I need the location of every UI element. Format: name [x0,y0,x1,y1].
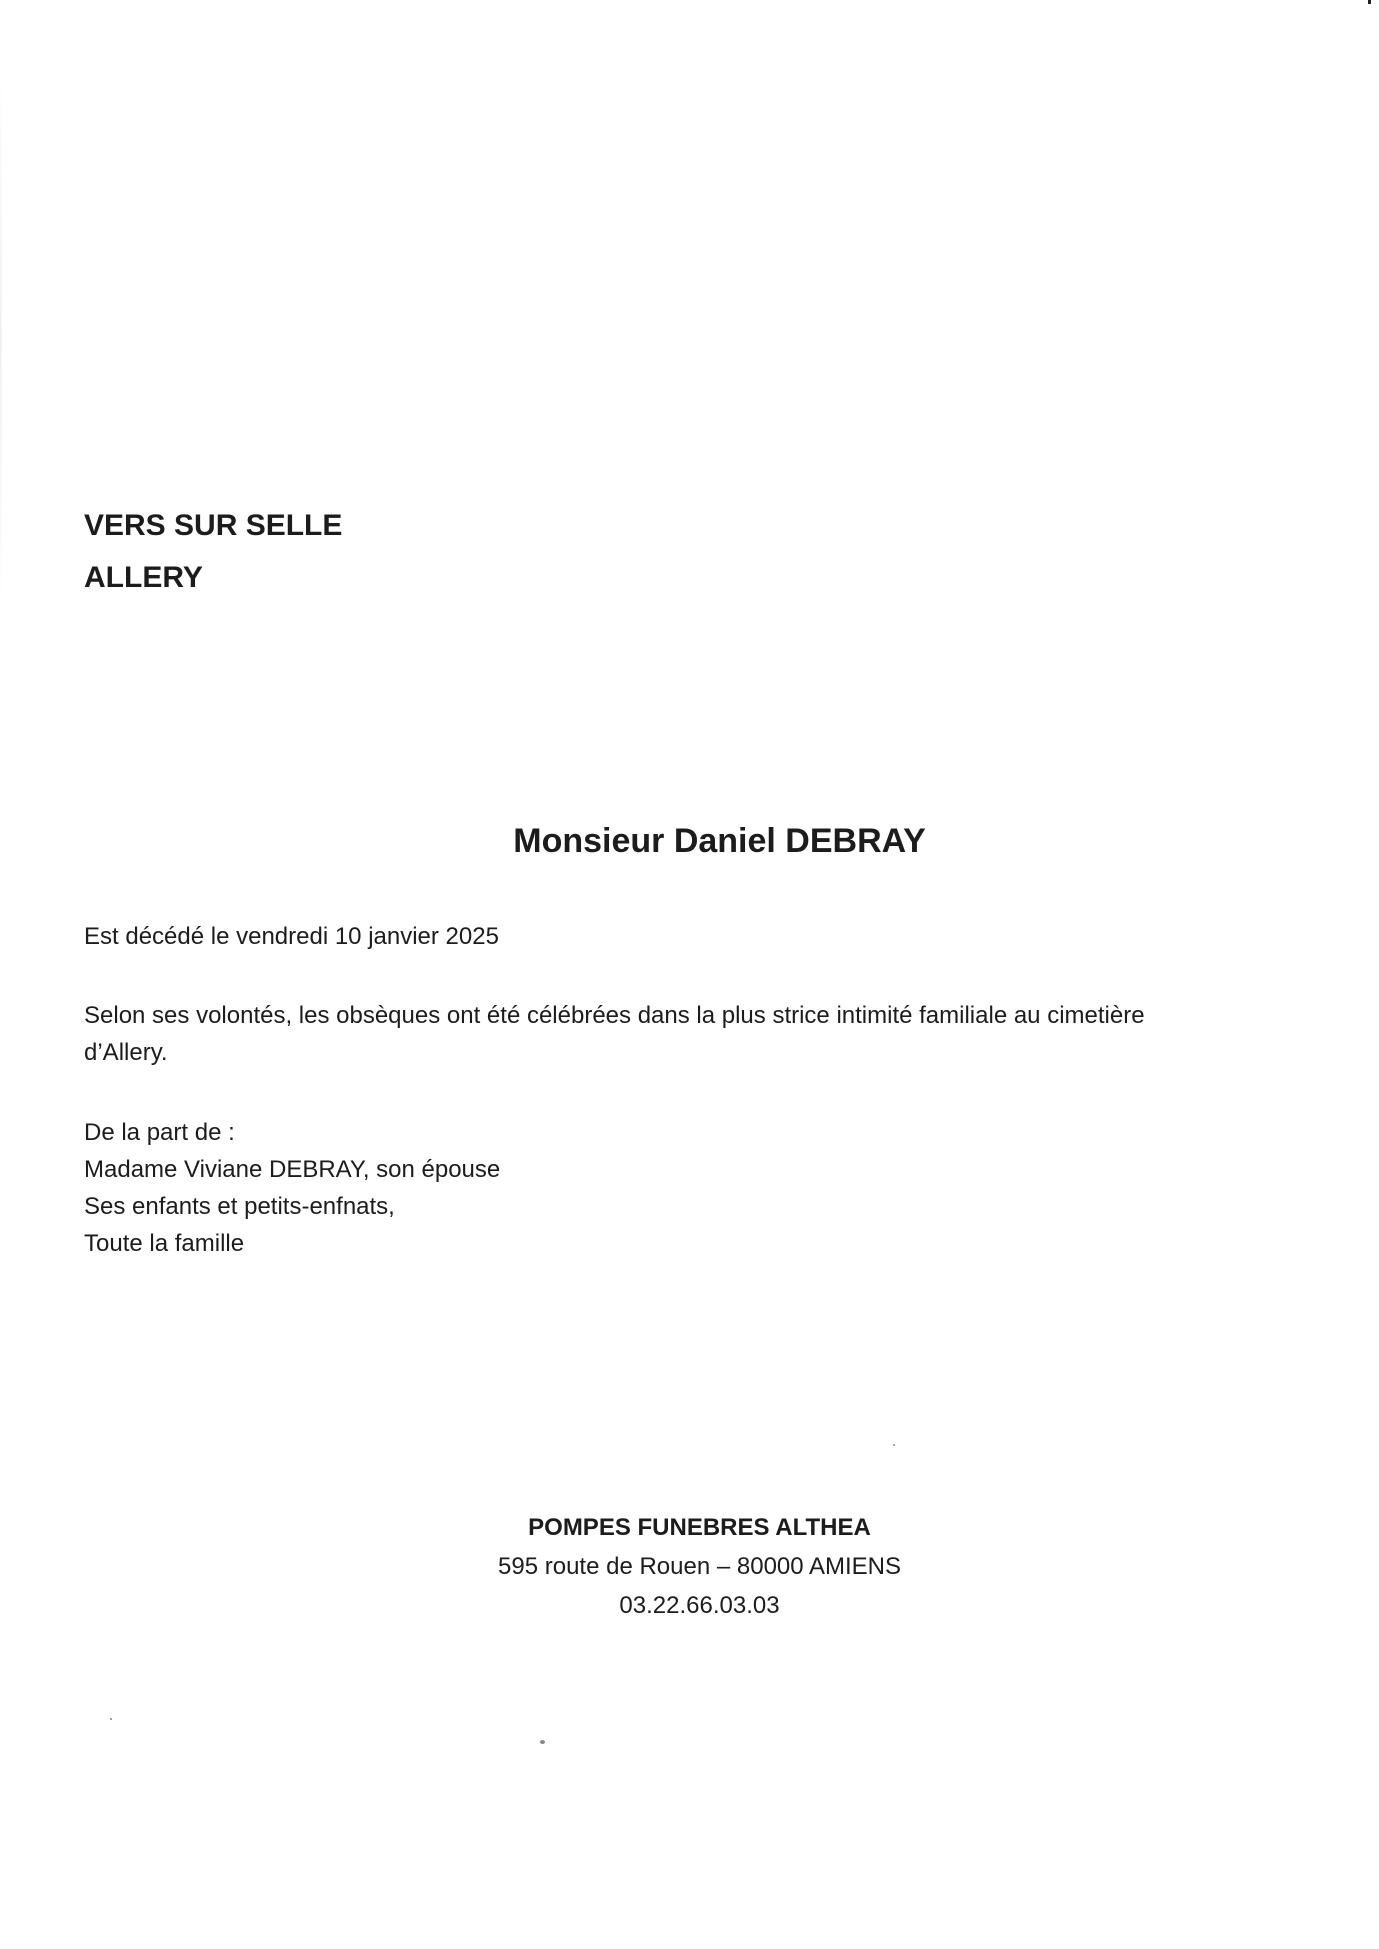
family-intro: De la part de : [84,1119,235,1146]
funeral-home-name: POMPES FUNEBRES ALTHEA [528,1514,871,1541]
location-line-2: ALLERY [84,561,203,594]
funeral-home-phone: 03.22.66.03.03 [619,1592,780,1619]
scan-speck [893,1444,895,1446]
scan-edge [0,60,2,620]
deceased-name: Monsieur Daniel DEBRAY [513,822,926,860]
funeral-home-block [0,1508,1379,1625]
family-line: Madame Viviane DEBRAY, son épouse [84,1156,501,1183]
scan-mark [1368,0,1371,4]
family-signature-block [84,1114,1234,1262]
location-heading [84,500,342,604]
scan-speck [540,1740,545,1744]
funeral-home-address: 595 route de Rouen – 80000 AMIENS [498,1553,901,1580]
scan-speck [110,1718,112,1720]
deceased-date-line: Est décédé le vendredi 10 janvier 2025 [84,923,499,950]
family-line: Toute la famille [84,1230,245,1257]
funeral-details: Selon ses volontés, les obsèques ont été célébrées dans la plus strice intimité familiale au cimetière d’Allery. [84,1002,1145,1066]
location-line-1: VERS SUR SELLE [84,509,343,542]
family-line: Ses enfants et petits-enfnats, [84,1193,395,1220]
